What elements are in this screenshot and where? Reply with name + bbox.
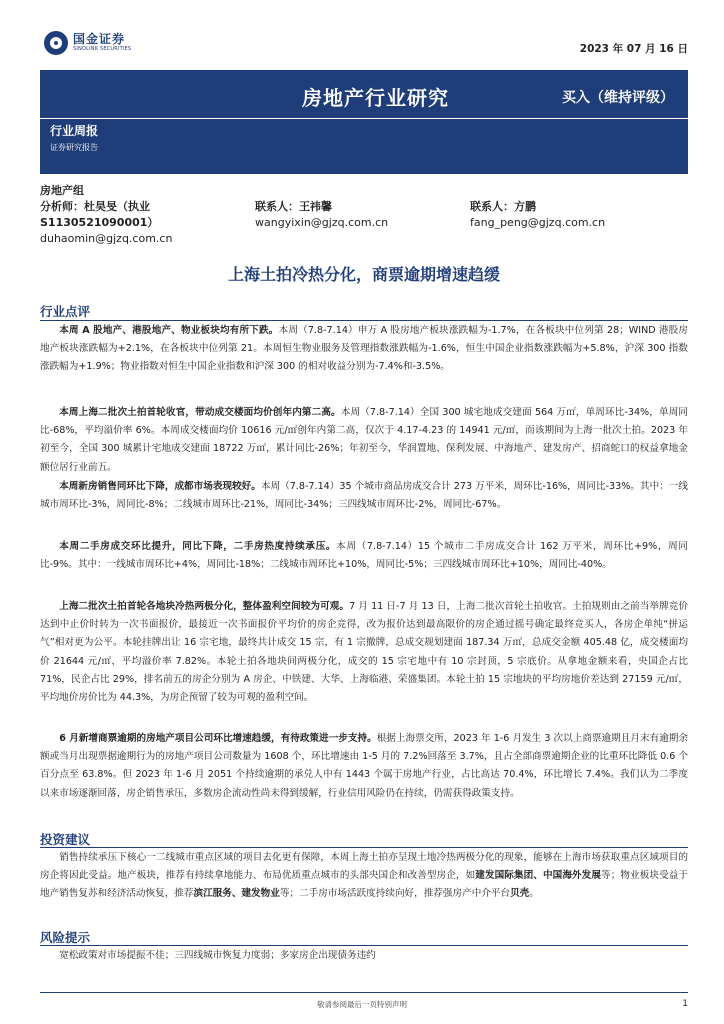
contact2-email[interactable]: fang_peng@gjzq.com.cn xyxy=(470,216,606,229)
rating-label: 买入（维持评级） xyxy=(562,90,674,106)
paragraph-second-hand: 本周二手房成交环比提升，同比下降，二手房热度持续承压。本周（7.8-7.14）15 个城市二手房成交合计 162 万平米，周环比+9%，周同比-9%。其中：一线城市周环比+4%，周同比-18%；二线城市周环比+10%，周同比-5%；三四线城市周环比+10%，周同比-40%。 xyxy=(40,541,689,571)
contact2-label: 联系人： xyxy=(470,200,514,213)
logo-emblem-icon xyxy=(44,31,68,55)
analyst-name: 杜昊旻（执业 S1130521090001） xyxy=(40,200,159,229)
paragraph-land: 本周上海二批次土拍首轮收官，带动成交楼面均价创年内第二高。本周（7.8-7.14）全国 300 城宅地成交建面 564 万㎡，单周环比-34%，单周同比-68%，平均溢价率 6%。本周成交楼面均价 10616 元/㎡创年内第二高，仅次于 4.17-4.23 的 14941 元/㎡，而该期间为上海一批次土拍。2023 年初至今，全国 300 城累计宅地成交建面 18722 万㎡，累计同比-26%；年初至今，华润置地、保利发展、中海地产、建发房产、招商蛇口的权益拿地金额位居行业前五。 xyxy=(40,407,688,473)
section-heading-invest: 投资建议 xyxy=(40,832,91,847)
logo-name-cn: 国金证券 xyxy=(73,32,126,46)
analyst-label: 分析师： xyxy=(40,200,84,213)
page-number: 1 xyxy=(682,999,688,1009)
analyst-contact xyxy=(40,199,255,247)
footer-divider xyxy=(40,992,688,993)
banner-divider xyxy=(40,118,688,119)
company-logo xyxy=(44,31,131,55)
paragraph-commercial-bills: 6 月新增商票逾期的房地产项目公司环比增速趋缓，有待政策进一步支持。根据上海票交所，2023 年 1-6 月发生 3 次以上商票逾期且月末有逾期余额或当月出现票据逾期行为的房地产项目公司数量为 1608 个，环比增速由 1-5 月的 7.2%回落至 3.7%，且占全部商票逾期企业的比重环比降低 0.6 个百分点至 63.8%。但 2023 年 1-6 月 2051 个持续逾期的承兑人中有 1443 个属于房地产行业，占比高达 70.4%，环比增长 7.4%。我们认为二季度以来市场逐渐回落，房企销售承压，多数房企流动性尚未得到缓解，行业信用风险仍在持续，仍需获得政策支持。 xyxy=(40,733,689,799)
paragraph-shanghai-auction: 上海二批次土拍首轮各地块冷热两极分化，整体盈利空间较为可观。7 月 11 日-7 月 13 日，上海二批次首轮土拍收官。土拍规则由之前当举牌竞价达到中止价时转为一次书面报价，最接近一次书面报价平均价的房企竞得，改为报价达到最高限价的房企通过摇号确定最终竞买人，各房企单纯“拼运气”相对更为公平。本轮挂牌出让 16 宗宅地，最终共计成交 15 宗，有 1 宗撤牌，总成交规划建面 187.34 万㎡，总成交金额 405.48 亿，成交楼面均价 21644 元/㎡，平均溢价率 7.82%。本轮土拍各地块间两极分化，成交的 15 宗宅地中有 10 宗封顶，5 宗底价。从拿地金额来看，央国企占比 71%，民企占比 29%，排名前五的房企分别为 A 房企、中铁建、大华、上海临港、荣盛集团。本轮土拍 15 宗地块的平均房地价差达到 27159 元/㎡，平均地价房价比为 44.3%，为房企预留了较为可观的盈利空间。 xyxy=(40,601,688,704)
section-divider xyxy=(40,847,688,848)
paragraph-market: 本周 A 股地产、港股地产、物业板块均有所下跌。本周（7.8-7.14）申万 A 股房地产板块涨跌幅为-1.7%，在各板块中位列第 28；WIND 港股房地产板块涨跌幅为+2.1%，在各板块中位列第 21。本周恒生物业服务及管理指数涨跌幅为-1.6%，恒生中国企业指数涨跌幅为+5.8%，沪深 300 指数涨跌幅为+1.9%；物业指数对恒生中国企业指数和沪深 300 的相对收益分别为-7.4%和-3.5%。 xyxy=(40,325,688,373)
report-banner xyxy=(40,70,688,174)
logo-name-en: SINOLINK SECURITIES xyxy=(73,46,132,52)
footer-disclaimer: 敬请参阅最后一页特别声明 xyxy=(317,1000,407,1009)
paragraph-risk: 宽松政策对市场提振不佳；三四线城市恢复力度弱；多家房企出现债务违约 xyxy=(59,950,376,961)
contact1-email[interactable]: wangyixin@gjzq.com.cn xyxy=(255,216,389,229)
report-subtype: 证券研究报告 xyxy=(50,143,98,152)
section-divider xyxy=(40,320,688,321)
contact1-label: 联系人： xyxy=(255,200,299,213)
paragraph-new-homes: 本周新房销售同环比下降，成都市场表现较好。本周（7.8-7.14）35 个城市商品房成交合计 273 万平米，周环比-16%，周同比-33%。其中：一线城市周环比-3%，周同比-8%；二线城市周环比-21%，周同比-34%；三四线城市周环比-2%，周同比-67%。 xyxy=(40,481,688,511)
analyst-email[interactable]: duhaomin@gjzq.com.cn xyxy=(40,232,173,245)
report-type: 行业周报 xyxy=(50,124,99,138)
report-date: 2023 年 07 月 16 日 xyxy=(579,43,688,55)
contacts-block xyxy=(40,183,690,247)
document-title: 上海土拍冷热分化，商票逾期增速趋缓 xyxy=(227,265,500,284)
contact1-name: 王祎馨 xyxy=(299,200,332,213)
team-name: 房地产组 xyxy=(40,184,84,197)
contact1-block xyxy=(255,199,470,247)
section-divider xyxy=(40,945,688,946)
contact2-block xyxy=(470,199,685,247)
paragraph-investment: 销售持续承压下核心一二线城市重点区域的项目去化更有保障，本周上海土拍亦呈现土地冷热两极分化的现象，能够在上海市场获取重点区域项目的房企将因此受益。地产板块，推荐有持续拿地能力、布局优质重点城市的头部央国企和改善型房企，如建发国际集团、中国海外发展等；物业板块受益于地产销售复苏和经济活动恢复，推荐滨江服务、建发物业等；二手房市场活跃度持续向好，推荐强房产中介平台贝壳。 xyxy=(40,852,689,900)
section-heading-review: 行业点评 xyxy=(40,304,91,319)
banner-title: 房地产行业研究 xyxy=(302,86,449,110)
contact2-name: 方鹏 xyxy=(514,200,536,213)
section-heading-risk: 风险提示 xyxy=(40,930,91,945)
